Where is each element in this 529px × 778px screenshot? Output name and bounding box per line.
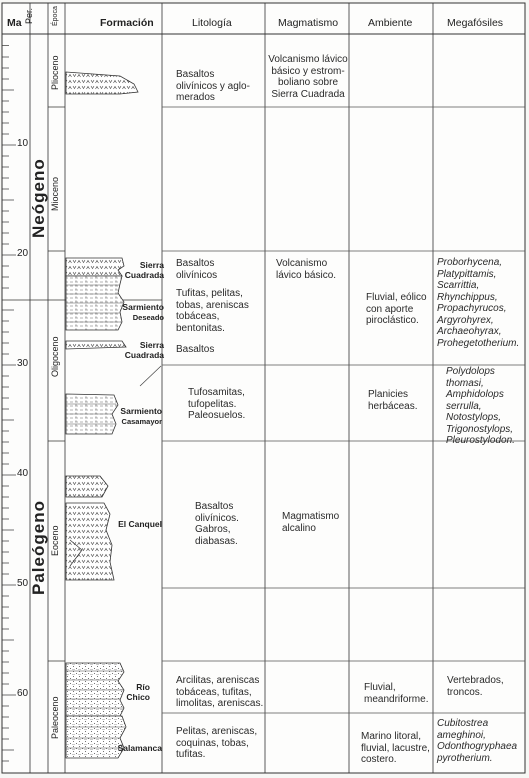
tick-label: 30 — [17, 358, 29, 369]
megafossils-salamanca: Cubitostrea ameghinoi, Odonthogryphaea pyrotherium. — [437, 718, 518, 764]
formation-el-canquel: El Canquel — [118, 519, 162, 529]
lithology-salamanca: Pelitas, areniscas, coquinas, tobas, tufitas. — [176, 726, 258, 760]
formation-sarmiento-deseado: Sarmiento Deseado — [122, 302, 164, 322]
header-environment: Ambiente — [368, 17, 413, 29]
magmatism-pliocene: Volcanismo lávico básico y estrom- boliano sobre Sierra Cuadrada — [268, 54, 348, 100]
tick-label: 40 — [17, 468, 29, 479]
magmatism-eocene: Magmatismo alcalino — [282, 511, 340, 534]
header-megafossils: Megafósiles — [447, 17, 504, 29]
formation-rio-chico: Río Chico — [126, 682, 150, 702]
formation-sarmiento-casamayor: Sarmiento Casamayor — [120, 406, 162, 426]
megafossils-rio-chico: Vertebrados, troncos. — [447, 675, 504, 698]
header-lithology: Litología — [192, 17, 232, 29]
formation-sierra-cuadrada-upper: Sierra Cuadrada — [124, 260, 164, 280]
tick-label: 50 — [17, 578, 29, 589]
environment-rio-chico: Fluvial, meandriforme. — [364, 682, 429, 705]
megafossils-casamayor: Polydolops thomasi, Amphidolops serrulla, Notostylops, Trigonostylops, Pleurostylodon. — [446, 366, 515, 446]
tick-label: 10 — [17, 138, 29, 149]
environment-casamayor: Planicies herbáceas. — [368, 389, 418, 412]
lithology-sierra-cuadrada-upper: Basaltos olivínicos — [176, 258, 218, 281]
megafossils-deseado: Proborhycena, Platypittamis, Scarrittia, Rhynchippus, Propachyrucos, Argyrohyrex, Archaeohyrax, Prohegetotherium. — [437, 257, 520, 349]
formation-sierra-cuadrada-lower: Sierra Cuadrada — [124, 340, 164, 360]
lithology-el-canquel: Basaltos olivínicos. Gabros, diabasas. — [195, 501, 239, 547]
stratigraphic-chart: Ma Per. Época Formación Litología Magmatismo Ambiente Megafósiles 10 20 30 40 50 60 Neógeno Paleógeno Plioceno Mioceno Oligoceno Eoceno Paleoceno Sierra Cuadrada Sarmiento Deseado Sierra Cuadrada Sarmiento Casamayor El Canquel Río Chico Salamanca Basaltos olivínicos y aglo- merados Basaltos olivínicos Tufitas, pelitas, tobas, areniscas tobáceas, bentonitas. Basaltos Tufosamitas, tufopelitas. Paleosuelos. Basaltos olivínicos. Gabros, diabasas. Arcilitas, areniscas tobáceas, tufitas, limolitas, areniscas. Pelitas, areniscas, coquinas, tobas, tufitas. Volcanismo lávico básico y estrom- boliano sobre Sierra Cuadrada Volcanismo lávico básico. Magmatismo alcalino Fluvial, eólico con aporte piroclástico. Planicies herbáceas. Fluvial, meandriforme. Marino litoral, fluvial, lacustre, costero. Proborhycena, Platypittamis, Scarrittia, Rhynchippus, Propachyrucos, Argyrohyrex, Archaeohyrax, Prohegetotherium. Polydolops thomasi, Amphidolops serrulla, Notostylops, Trigonostylops, Pleurostylodon. Vertebrados, troncos. Cubitostrea ameghinoi, Odonthogryphaea pyrotherium. — [0, 0, 529, 778]
header-ma: Ma — [7, 17, 22, 29]
lithology-deseado: Tufitas, pelitas, tobas, areniscas tobáceas, bentonitas. — [176, 288, 249, 334]
environment-deseado: Fluvial, eólico con aporte piroclástico. — [366, 292, 427, 326]
lithology-casamayor: Tufosamitas, tufopelitas. Paleosuelos. — [188, 387, 246, 421]
lithology-sierra-cuadrada-lower: Basaltos — [176, 344, 215, 355]
magmatism-oligocene: Volcanismo lávico básico. — [276, 258, 337, 281]
header-magmatism: Magmatismo — [278, 17, 339, 29]
header-formation: Formación — [100, 17, 154, 29]
lithology-rio-chico: Arcilitas, areniscas tobáceas, tufitas, limolitas, areniscas. — [176, 675, 264, 709]
lithology-pliocene: Basaltos olivínicos y aglo- merados — [176, 69, 250, 103]
formation-salamanca: Salamanca — [117, 743, 162, 753]
tick-label: 60 — [17, 688, 29, 699]
environment-salamanca: Marino litoral, fluvial, lacustre, costero. — [361, 731, 430, 765]
tick-label: 20 — [17, 248, 29, 259]
